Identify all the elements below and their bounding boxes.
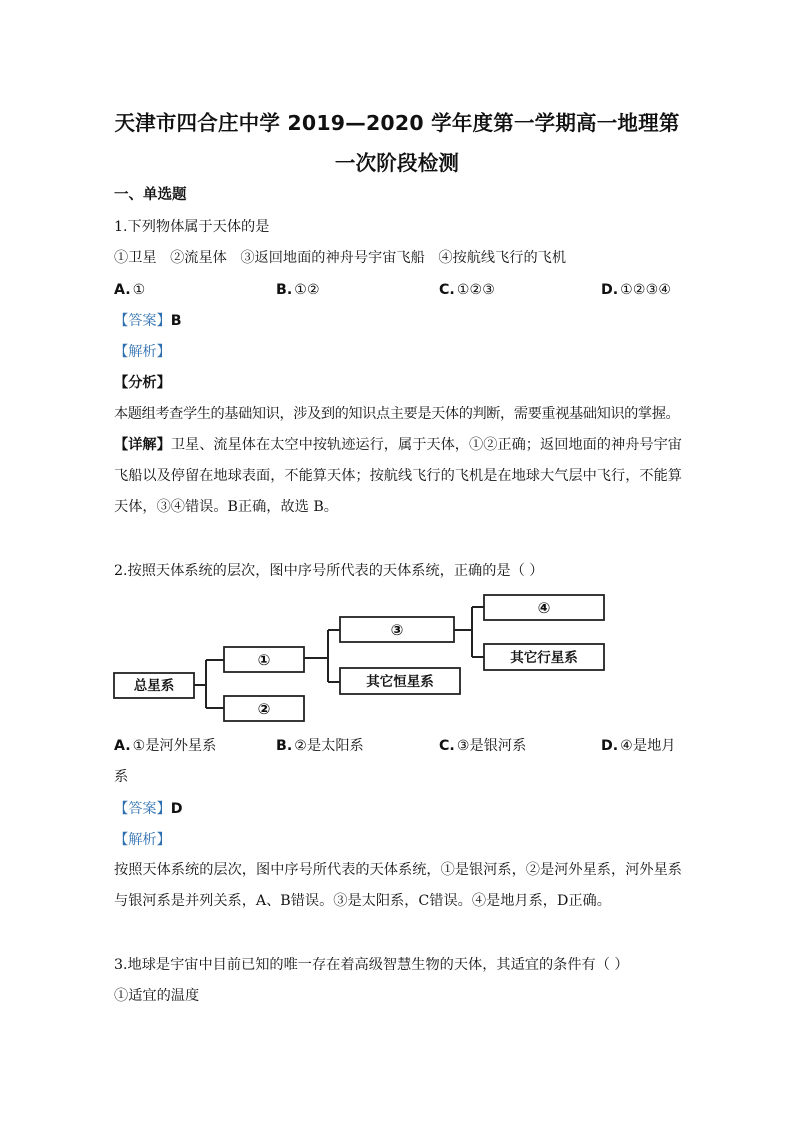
q2-analysis-text: 按照天体系统的层次，图中序号所代表的天体系统，①是银河系，②是河外星系，河外星系与银河系是并列关系，A、B错误。③是太阳系，C错误。④是地月系，D正确。 [114,862,682,909]
q1-detail [114,430,682,523]
q2-option-d [601,736,675,756]
q2-option-c [439,736,526,756]
option-text: ① [132,282,146,298]
option-letter: D. [601,282,619,298]
option-text: ①② [294,282,320,298]
option-letter: C. [439,282,455,298]
option-text: ①②③ [456,282,495,298]
node-3-label: ③ [390,621,404,639]
answer-tag: 【答案】 [114,801,171,817]
celestial-system-hierarchy-diagram [112,590,612,730]
document-title-line1: 天津市四合庄中学 2019—2020 学年度第一学期高一地理第 [114,111,680,135]
node-1-label: ① [257,651,271,669]
q2-answer [114,799,183,819]
option-text: ①②③④ [620,282,672,298]
option-letter: B. [276,738,293,754]
q1-fenxi-tag: 【分析】 [114,375,171,391]
option-letter: A. [114,738,131,754]
answer-tag: 【答案】 [114,313,171,329]
node-2-label: ② [257,700,271,718]
document-title-line2: 一次阶段检测 [334,151,460,175]
q1-option-d [601,280,671,300]
option-letter: B. [276,282,293,298]
q1-stem: 1.下列物体属于天体的是 [114,219,270,235]
q1-option-a [114,280,145,300]
q2-option-a [114,736,216,756]
detail-text: 卫星、流星体在太空中按轨迹运行，属于天体，①②正确；返回地面的神舟号宇宙飞船以及停留在地球表面，不能算天体；按航线飞行的飞机是在地球大气层中飞行，不能算天体，③④错误。B正确，故选 B。 [114,437,682,515]
option-text: ②是太阳系 [294,738,364,754]
answer-value: D [170,801,183,817]
detail-tag: 【详解】 [114,437,171,453]
q2-stem: 2.按照天体系统的层次，图中序号所代表的天体系统，正确的是（ ） [114,563,544,579]
q1-items: ①卫星 ②流星体 ③返回地面的神舟号宇宙飞船 ④按航线飞行的飞机 [114,250,567,266]
q1-option-b [276,280,320,300]
node-root-label: 总星系 [133,678,175,694]
option-letter: C. [439,738,455,754]
option-letter: A. [114,282,131,298]
answer-value: B [170,313,182,329]
option-text: ④是地月 [620,738,676,754]
q2-option-d-wrap: 系 [114,769,129,785]
section-heading: 一、单选题 [114,187,187,203]
node-other-planet-label: 其它行星系 [510,650,578,666]
node-other-star-label: 其它恒星系 [366,674,434,690]
q1-fenxi-text: 本题组考查学生的基础知识，涉及到的知识点主要是天体的判断，需要重视基础知识的掌握。 [114,406,680,422]
q3-stem: 3.地球是宇宙中目前已知的唯一存在着高级智慧生物的天体，其适宜的条件有（ ） [114,957,629,973]
q1-option-c [439,280,495,300]
q3-item-1: ①适宜的温度 [114,988,200,1004]
q1-analysis-tag: 【解析】 [114,344,171,360]
q2-analysis-tag: 【解析】 [114,832,171,848]
q1-answer [114,311,182,331]
q2-option-b [276,736,364,756]
option-text: ③是银河系 [456,738,527,754]
option-letter: D. [601,738,619,754]
node-4-label: ④ [537,599,551,617]
option-text: ①是河外星系 [132,738,217,754]
